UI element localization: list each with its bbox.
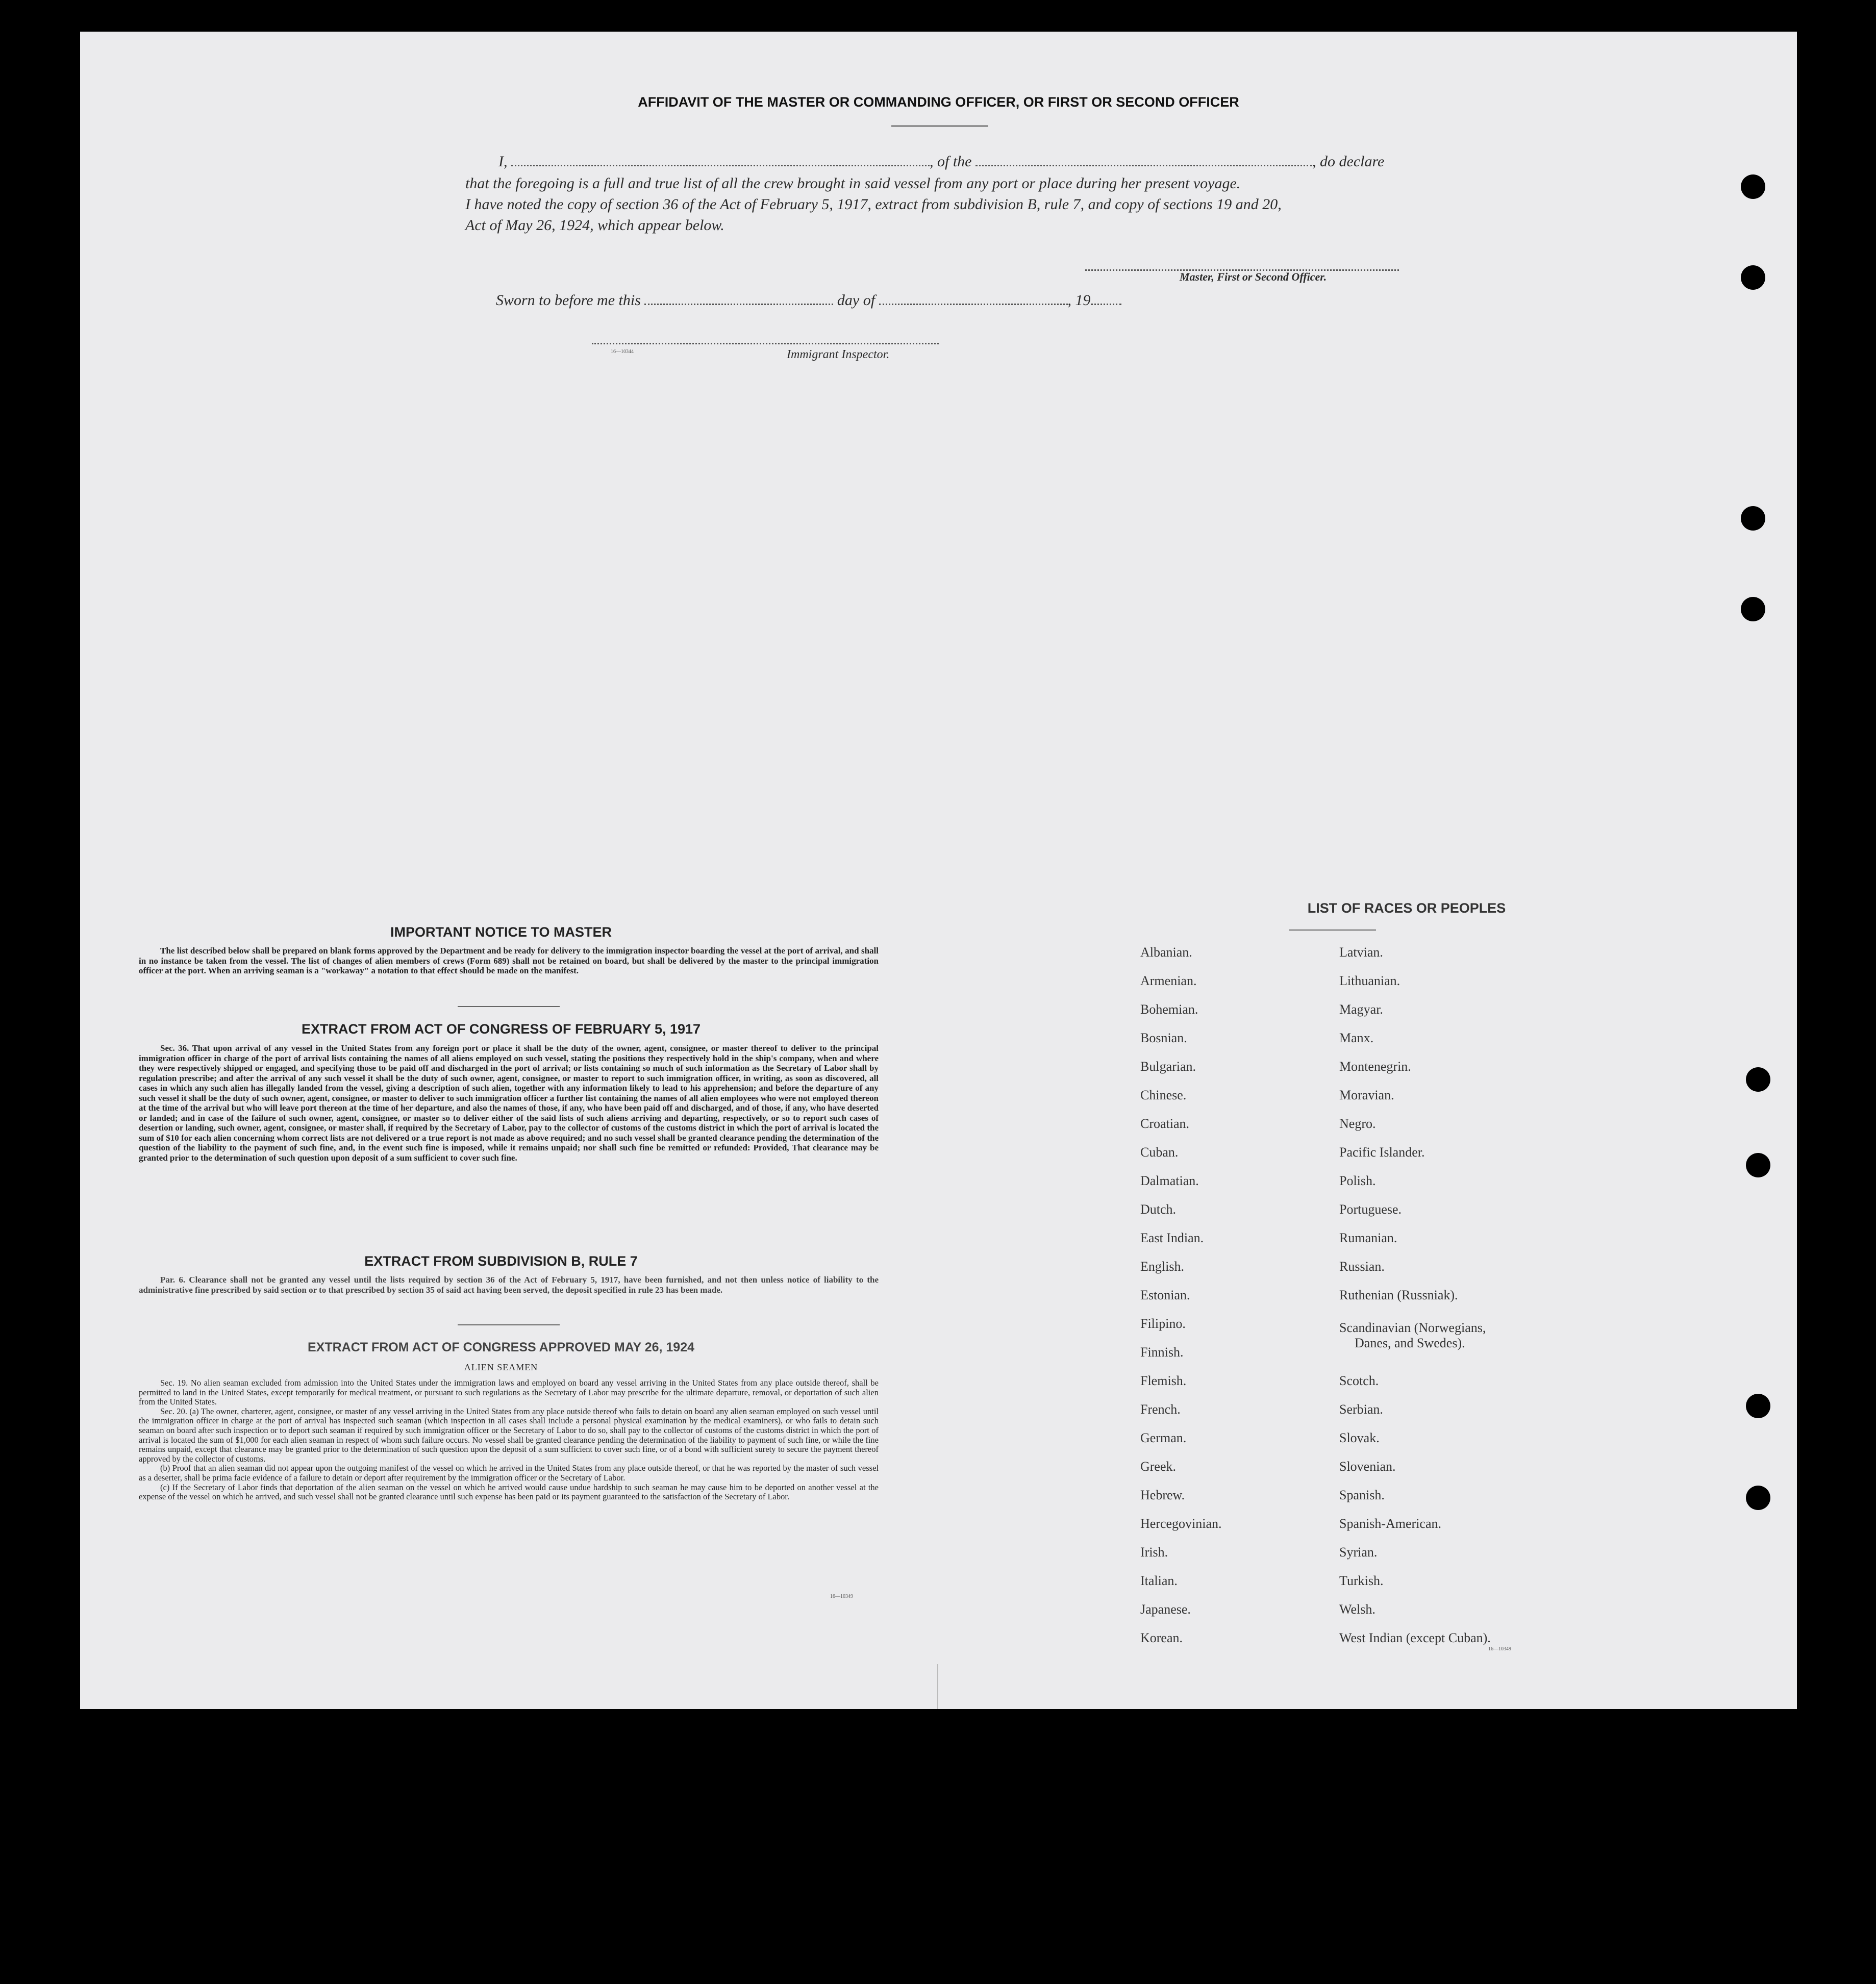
notice-body [139, 946, 879, 976]
title-divider [891, 125, 988, 127]
race-item: Bosnian. [1140, 1031, 1187, 1045]
race-item: Estonian. [1140, 1288, 1190, 1302]
punch-hole [1746, 1067, 1770, 1092]
race-item: Greek. [1140, 1459, 1177, 1474]
affidavit-line-3: I have noted the copy of section 36 of the Act of February 5, 1917, extract from subdivision B, rule 7, and copy of sections 19 and 20, [465, 196, 1282, 213]
race-item: Dutch. [1140, 1202, 1177, 1217]
race-item: Russian. [1339, 1259, 1385, 1274]
punch-hole [1741, 174, 1765, 199]
race-item: West Indian (except Cuban). [1339, 1630, 1491, 1645]
punch-hole [1746, 1394, 1770, 1418]
races-form-number: 16—10349 [1488, 1646, 1511, 1652]
notice-text: The list described below shall be prepared on blank forms approved by the Department and be ready for delivery to the immigration inspector boarding the vessel at the port of arrival, and shall in no instance be taken from the vessel. The list of changes of alien members of crews (Form 689) shall not be retained on board, but shall be delivered by the master to the principal immigration officer at the port. When an arriving seaman is a "workaway" a notation to that effect should be made on the manifest. [139, 946, 879, 975]
race-item: German. [1140, 1430, 1187, 1445]
form-sheet [80, 32, 1797, 1709]
race-item: Irish. [1140, 1545, 1168, 1560]
affidavit-line-1 [498, 153, 1498, 170]
affidavit-line-2: that the foregoing is a full and true list of all the crew brought in said vessel from any port or place during her present voyage. [465, 175, 1241, 192]
vessel-field[interactable] [975, 163, 1312, 166]
extract-1917-body [139, 1043, 879, 1163]
race-item: Slovenian. [1339, 1459, 1396, 1474]
race-item: Croatian. [1140, 1116, 1190, 1131]
do-declare-label: , do declare [1312, 153, 1385, 170]
race-item: Hebrew. [1140, 1488, 1185, 1502]
sworn-month-field[interactable] [879, 302, 1068, 305]
sworn-year: , 19 [1067, 292, 1091, 309]
race-item: Hercegovinian. [1140, 1516, 1222, 1531]
race-item: Filipino. [1140, 1316, 1186, 1331]
sec20b-text: (b) Proof that an alien seaman did not appear upon the outgoing manifest of the vessel on which he arrived in the United States from any place outside thereof, or that he was reported by the master of such vessel as a deserter, shall be prima facie evidence of a failure to detain or deport after requirement by the immigration officer or the Secretary of Labor. [139, 1463, 879, 1483]
name-field[interactable] [511, 163, 930, 166]
race-item: Turkish. [1339, 1573, 1384, 1588]
race-item: Magyar. [1339, 1002, 1383, 1017]
inspector-label: Immigrant Inspector. [787, 348, 890, 361]
race-item: French. [1140, 1402, 1181, 1417]
punch-hole [1741, 506, 1765, 531]
rule7-body [139, 1275, 879, 1295]
race-item: Rumanian. [1339, 1230, 1397, 1245]
race-item: Danes, and Swedes). [1355, 1336, 1465, 1350]
race-item: Japanese. [1140, 1602, 1191, 1617]
sec20a-text: Sec. 20. (a) The owner, charterer, agent, consignee, or master of any vessel arriving in the United States from any place outside thereof who fails to detain on board any alien seaman employed on such vessel until the immigration officer in charge at the port of arrival has inspected such seaman (which inspection in all cases shall include a personal physical examination by the medical examiners), or who fails to detain such seaman on board after such inspection or to deport such seaman if required by such immigration officer or the Secretary of Labor to do so, shall pay to the collector of customs of the customs district in which the port of arrival is located the sum of $1,000 for each alien seaman in respect of whom such failure occurs. No vessel shall be granted clearance pending the determination of the liability to payment of such fine, or while the fine remains unpaid, except that clearance may be granted prior to the determination of such question upon the deposit of a sum sufficient to cover such fine, or of a bond with sufficient surety to secure the payment thereof approved by the collector of customs. [139, 1406, 879, 1464]
extract-1917-text: Sec. 36. That upon arrival of any vessel in the United States from any foreign port or place it shall be the duty of the owner, agent, consignee, or master thereof to deliver to the principal immigration officer in charge of the port of arrival lists containing the names of all aliens employed on such vessel, stating the positions they respectively hold in the ship's company, when and where they were respectively shipped or engaged, and specifying those to be paid off and discharged in the port of arrival; or lists containing so much of such information as the Secretary of Labor shall by regulation prescribe; and after the arrival of any such vessel it shall be the duty of such owner, agent, consignee, or master to report to such immigration officer, in writing, as soon as discovered, all cases in which any such alien has illegally landed from the vessel, giving a description of such alien, together with any information likely to lead to his apprehension; and before the departure of any such vessel it shall be the duty of such owner, agent, consignee, or master to deliver to such immigration officer a further list containing the names of all alien employees who were not employed thereon at the time of the arrival but who will leave port thereon at the time of her departure, and also the names of those, if any, who have been paid off and discharged, and of those, if any, who have deserted or landed; and in case of the failure of such owner, agent, consignee, or master so to deliver either of the said lists of such aliens arriving and departing, respectively, or so to report such cases of desertion or landing, such owner, agent, consignee, or master shall, if required by the Secretary of Labor, pay to the collector of customs of the customs district in which the port of arrival is located the sum of $10 for each alien concerning whom correct lists are not delivered or a true report is not made as above required; and no such vessel shall be granted clearance pending the determination of the question of the liability to the payment of such fine, and, in the event such fine is imposed, while it remains unpaid; nor shall such fine be remitted or refunded: Provided, That clearance may be granted prior to the determination of such question upon deposit of a sum sufficient to cover such fine. [139, 1043, 879, 1163]
race-item: Scotch. [1339, 1373, 1379, 1388]
races-divider [1289, 930, 1376, 931]
sworn-prefix: Sworn to before me this [496, 292, 641, 309]
race-item: Bohemian. [1140, 1002, 1198, 1017]
punch-hole [1746, 1486, 1770, 1510]
rule7-title: EXTRACT FROM SUBDIVISION B, RULE 7 [364, 1253, 638, 1269]
race-item: Portuguese. [1339, 1202, 1402, 1217]
page-fold [937, 1664, 938, 1709]
race-item: Latvian. [1339, 945, 1383, 960]
race-item: Spanish. [1339, 1488, 1385, 1502]
race-item: English. [1140, 1259, 1184, 1274]
race-item: Armenian. [1140, 973, 1197, 988]
punch-hole [1746, 1153, 1770, 1177]
inspector-signature-field[interactable] [592, 341, 939, 344]
race-item: Korean. [1140, 1630, 1183, 1645]
race-item: Slovak. [1339, 1430, 1380, 1445]
extract-1924-body [139, 1378, 879, 1502]
race-item: Albanian. [1140, 945, 1192, 960]
race-item: Ruthenian (Russniak). [1339, 1288, 1458, 1302]
race-item: Cuban. [1140, 1145, 1179, 1160]
punch-hole [1741, 265, 1765, 290]
race-item: Flemish. [1140, 1373, 1187, 1388]
signature-label: Master, First or Second Officer. [1180, 270, 1327, 283]
race-item: Dalmatian. [1140, 1173, 1199, 1188]
punch-hole [1741, 597, 1765, 621]
race-item: Pacific Islander. [1339, 1145, 1425, 1160]
rule7-text: Par. 6. Clearance shall not be granted any vessel until the lists required by section 36 of the Act of February 5, 1917, have been furnished, and not then unless notice of liability to the administrative fine prescribed by said section or to that prescribed by section 35 of said act having been served, the deposit specified in rule 23 has been made. [139, 1275, 879, 1295]
affidavit-line-4: Act of May 26, 1924, which appear below. [465, 217, 724, 234]
sworn-day-of: day of [837, 292, 876, 309]
race-item: Bulgarian. [1140, 1059, 1196, 1074]
race-item: Syrian. [1339, 1545, 1378, 1560]
race-item: Lithuanian. [1339, 973, 1400, 988]
sworn-day-field[interactable] [644, 302, 833, 305]
extract-1924-subtitle: ALIEN SEAMEN [464, 1362, 538, 1372]
race-item: Italian. [1140, 1573, 1178, 1588]
race-item: Chinese. [1140, 1088, 1187, 1102]
race-item: Montenegrin. [1339, 1059, 1411, 1074]
sworn-year-field[interactable] [1091, 302, 1121, 305]
affidavit-form-number: 16—10344 [611, 349, 634, 355]
race-item: Welsh. [1339, 1602, 1375, 1617]
extract-1924-title: EXTRACT FROM ACT OF CONGRESS APPROVED MAY 26, 1924 [307, 1340, 695, 1354]
race-item: Scandinavian (Norwegians, [1339, 1320, 1486, 1335]
race-item: Polish. [1339, 1173, 1376, 1188]
race-item: Serbian. [1339, 1402, 1383, 1417]
affidavit-title: AFFIDAVIT OF THE MASTER OR COMMANDING OFFICER, OR FIRST OR SECOND OFFICER [638, 94, 1239, 110]
extract-1917-title: EXTRACT FROM ACT OF CONGRESS OF FEBRUARY 5, 1917 [301, 1021, 701, 1037]
affidavit-i-label: I, [498, 153, 508, 170]
sec19-text: Sec. 19. No alien seaman excluded from admission into the United States under the immigration laws and employed on board any vessel arriving in the United States from any place outside thereof, shall be permitted to land in the United States, except temporarily for medical treatment, or pursuant to such regulations as the Secretary of Labor may prescribe for the ultimate departure, removal, or deportation of such alien from the United States. [139, 1378, 879, 1407]
race-item: Spanish-American. [1339, 1516, 1442, 1531]
race-item: Moravian. [1339, 1088, 1394, 1102]
rule7-divider [458, 1324, 560, 1325]
notice-title: IMPORTANT NOTICE TO MASTER [390, 924, 612, 940]
sec20c-text: (c) If the Secretary of Labor finds that deportation of the alien seaman on the vessel on which he arrived would cause undue hardship to such seaman he may cause him to be deported on another vessel at the expense of the vessel on which he arrived, and such vessel shall not be granted clearance until such expense has been paid or its payment guaranteed to the satisfaction of the Secretary of Labor. [139, 1482, 879, 1502]
race-item: Finnish. [1140, 1345, 1184, 1360]
of-the-label: , of the [930, 153, 972, 170]
race-item: East Indian. [1140, 1230, 1204, 1245]
race-item: Negro. [1339, 1116, 1376, 1131]
races-title: LIST OF RACES OR PEOPLES [1307, 900, 1506, 916]
sworn-line [496, 292, 1121, 309]
extract-1924-form-number: 16—10349 [830, 1594, 853, 1599]
notice-divider [458, 1006, 560, 1007]
race-item: Manx. [1339, 1031, 1374, 1045]
